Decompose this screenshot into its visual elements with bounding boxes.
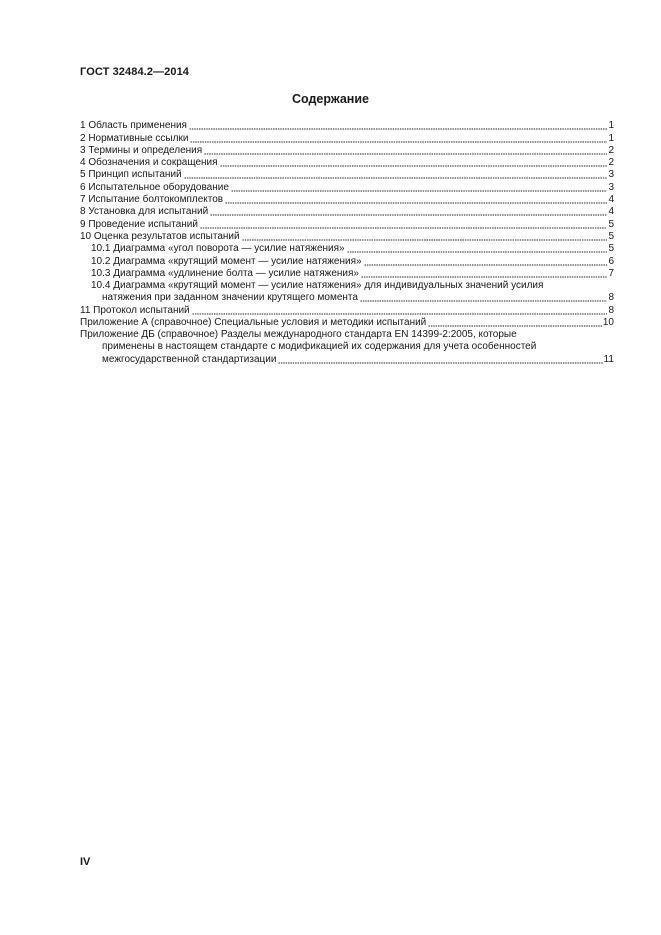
toc-entry-title: 3 Термины и определения [80, 144, 203, 156]
toc-leader [347, 251, 608, 253]
toc-leader [242, 239, 608, 241]
toc-entry-title-line1: 10.4 Диаграмма «крутящий момент — усилие натяжения» для индивидуальных значений усилия [91, 279, 544, 291]
toc-entry-title: 11 Протокол испытаний [80, 304, 190, 316]
toc-entry[interactable] [80, 181, 614, 193]
toc-leader [428, 325, 602, 327]
toc-entry[interactable] [80, 329, 614, 366]
toc-entry-page: 7 [608, 267, 614, 279]
toc-entry-title: 9 Проведение испытаний [80, 218, 198, 230]
toc-leader [278, 362, 602, 364]
toc-entry-page: 3 [608, 169, 614, 181]
toc-leader [361, 276, 607, 278]
toc-subentry[interactable] [80, 268, 614, 280]
toc-leader [220, 165, 608, 167]
document-code: ГОСТ 32484.2—2014 [80, 66, 190, 78]
toc-entry-page: 8 [608, 292, 614, 304]
toc-entry-page: 11 [603, 353, 614, 365]
toc-entry[interactable] [80, 132, 614, 144]
toc-entry-page: 6 [608, 255, 614, 267]
toc-entry-title-line2: натяжения при заданном значении крутящего момента [102, 292, 358, 304]
toc-entry[interactable] [80, 304, 614, 316]
toc-entry-title: Приложение А (справочное) Специальные условия и методики испытаний [80, 317, 427, 329]
page-number: IV [80, 856, 91, 868]
table-of-contents [80, 120, 614, 366]
toc-subentry[interactable] [80, 243, 614, 255]
toc-entry-page: 1 [608, 132, 614, 144]
toc-leader [225, 202, 607, 204]
toc-entry-title: 7 Испытание болтокомплектов [80, 194, 224, 206]
toc-entry-page: 10 [602, 317, 614, 329]
toc-entry[interactable] [80, 317, 614, 329]
toc-entry-title: 10.1 Диаграмма «угол поворота — усилие натяжения» [91, 243, 345, 255]
toc-leader [204, 153, 607, 155]
toc-entry-page: 5 [608, 230, 614, 242]
toc-subentry[interactable] [80, 280, 614, 305]
toc-entry[interactable] [80, 169, 614, 181]
toc-leader [190, 141, 607, 143]
toc-entry-page: 2 [608, 157, 614, 169]
toc-entry-title: 10.3 Диаграмма «удлинение болта — усилие натяжения» [91, 267, 359, 279]
toc-leader [184, 177, 608, 179]
toc-entry-title: 10 Оценка результатов испытаний [80, 230, 240, 242]
toc-leader [364, 264, 608, 266]
page-title: Содержание [291, 92, 369, 106]
toc-entry-title: 6 Испытательное оборудование [80, 181, 229, 193]
toc-entry-page: 5 [608, 243, 614, 255]
toc-entry-title: 10.2 Диаграмма «крутящий момент — усилие натяжения» [91, 255, 362, 267]
toc-entry-title: 4 Обозначения и сокращения [80, 157, 218, 169]
toc-entry-title-line1: Приложение ДБ (справочное) Разделы международного стандарта EN 14399-2:2005, которые [80, 329, 517, 341]
toc-subentry[interactable] [80, 255, 614, 267]
toc-entry[interactable] [80, 231, 614, 243]
toc-entry-page: 1 [608, 120, 614, 132]
toc-entry-page: 3 [608, 181, 614, 193]
toc-entry[interactable] [80, 120, 614, 132]
toc-entry[interactable] [80, 194, 614, 206]
toc-entry-page: 8 [608, 304, 614, 316]
toc-entry-title: 1 Область применения [80, 120, 187, 132]
toc-entry[interactable] [80, 206, 614, 218]
toc-entry-page: 2 [608, 144, 614, 156]
toc-leader [231, 190, 608, 192]
toc-leader [189, 128, 607, 130]
toc-entry-page: 4 [608, 194, 614, 206]
toc-entry-title-line2: применены в настоящем стандарте с модификацией их содержания для учета особенностей [102, 341, 537, 353]
toc-entry-title: 5 Принцип испытаний [80, 169, 182, 181]
toc-leader [360, 300, 608, 302]
toc-entry-title-line3: межгосударственной стандартизации [102, 353, 277, 365]
toc-leader [192, 313, 608, 315]
toc-entry-title: 8 Установка для испытаний [80, 206, 209, 218]
toc-entry[interactable] [80, 145, 614, 157]
toc-entry-title: 2 Нормативные ссылки [80, 132, 189, 144]
toc-leader [210, 214, 607, 216]
toc-entry[interactable] [80, 218, 614, 230]
toc-entry-page: 5 [608, 218, 614, 230]
toc-entry[interactable] [80, 157, 614, 169]
toc-entry-page: 4 [608, 206, 614, 218]
toc-leader [200, 227, 607, 229]
